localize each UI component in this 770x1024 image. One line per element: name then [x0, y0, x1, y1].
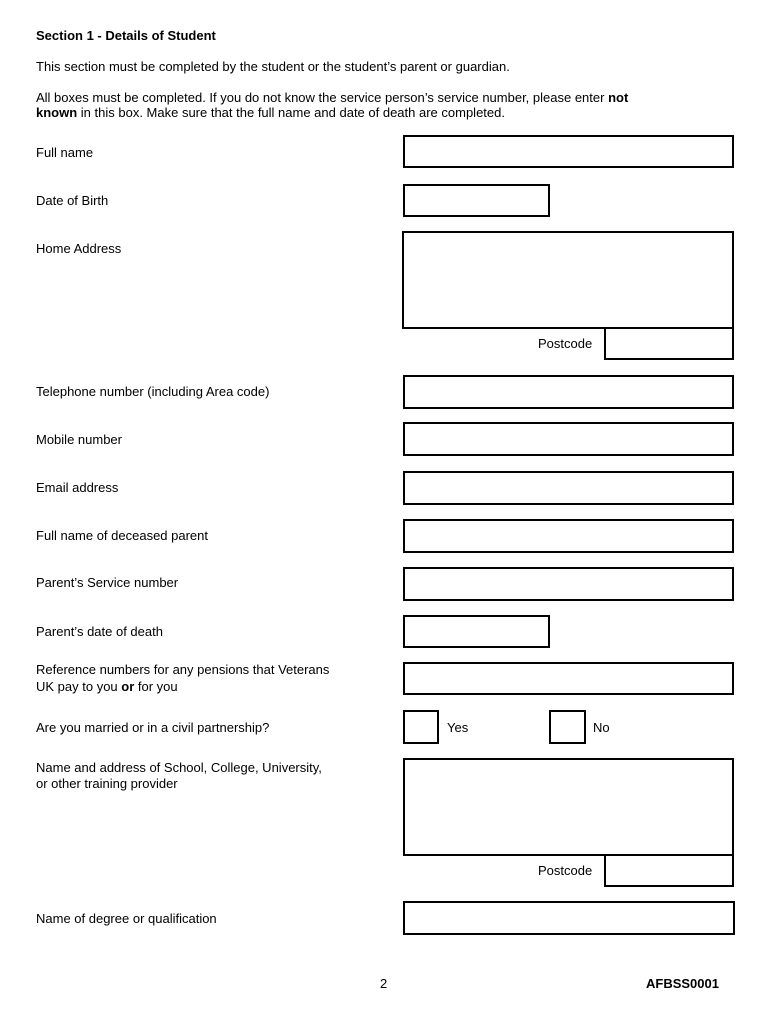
school-label-line-2: or other training provider: [36, 776, 178, 791]
school-label-line-1: Name and address of School, College, University,: [36, 760, 322, 775]
pension-refs-label-line-2: [36, 679, 178, 695]
married-yes-checkbox[interactable]: [403, 710, 439, 744]
email-field[interactable]: [403, 471, 734, 505]
married-no-checkbox[interactable]: [549, 710, 586, 744]
school-postcode-label: Postcode: [538, 863, 593, 878]
instructions-bold-not: not: [608, 90, 629, 105]
married-no-label: No: [593, 720, 610, 735]
telephone-field[interactable]: [403, 375, 734, 409]
page-number: 2: [380, 976, 388, 991]
pension-refs-text-a: UK pay to you: [36, 679, 122, 694]
instructions-text-2: in this box. Make sure that the full name and date of death are completed.: [77, 105, 505, 120]
pension-refs-text-b: for you: [134, 679, 178, 694]
service-number-field[interactable]: [403, 567, 734, 601]
mobile-field[interactable]: [403, 422, 734, 456]
deceased-parent-field[interactable]: [403, 519, 734, 553]
instructions-line-1: [36, 90, 628, 106]
home-address-label: Home Address: [36, 241, 122, 256]
married-yes-label: Yes: [447, 720, 469, 735]
qualification-field[interactable]: [403, 901, 735, 935]
email-label: Email address: [36, 480, 119, 495]
section-intro: This section must be completed by the student or the student’s parent or guardian.: [36, 59, 510, 74]
full-name-label: Full name: [36, 145, 94, 160]
home-postcode-label: Postcode: [538, 336, 593, 351]
school-postcode-field[interactable]: [604, 854, 734, 887]
pension-refs-label-line-1: Reference numbers for any pensions that Veterans: [36, 662, 330, 677]
pension-refs-bold-or: or: [121, 679, 135, 694]
date-of-birth-label: Date of Birth: [36, 193, 109, 208]
full-name-field[interactable]: [403, 135, 734, 168]
qualification-label: Name of degree or qualification: [36, 911, 217, 926]
telephone-label: Telephone number (including Area code): [36, 384, 270, 399]
mobile-label: Mobile number: [36, 432, 122, 447]
deceased-parent-label: Full name of deceased parent: [36, 528, 208, 543]
date-of-death-label: Parent’s date of death: [36, 624, 163, 639]
service-number-label: Parent’s Service number: [36, 575, 179, 590]
instructions-bold-known: known: [36, 105, 78, 120]
home-postcode-field[interactable]: [604, 327, 734, 360]
form-code: AFBSS0001: [646, 976, 719, 991]
home-address-field[interactable]: [402, 231, 734, 329]
date-of-birth-field[interactable]: [403, 184, 550, 217]
school-address-field[interactable]: [403, 758, 734, 856]
pension-refs-field[interactable]: [403, 662, 734, 695]
instructions-text-1: All boxes must be completed. If you do not know the service person’s service number, please enter: [36, 90, 609, 105]
section-title: Section 1 - Details of Student: [36, 28, 216, 43]
date-of-death-field[interactable]: [403, 615, 550, 648]
married-label: Are you married or in a civil partnership?: [36, 720, 270, 735]
instructions-line-2: [36, 105, 505, 121]
